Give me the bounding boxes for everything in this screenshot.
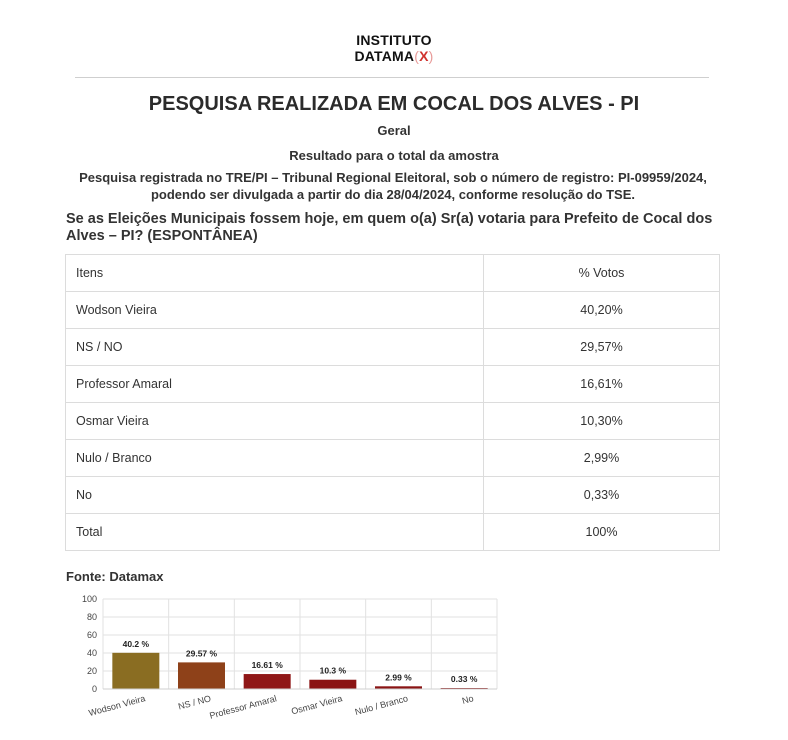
row-item: Wodson Vieira [66, 292, 484, 329]
bar [178, 662, 225, 689]
logo-x: X [419, 48, 429, 64]
header-votos: % Votos [484, 255, 720, 292]
y-tick-label: 40 [86, 648, 97, 658]
logo-paren-close: ) [428, 48, 434, 64]
data-label: 40.2 % [122, 638, 150, 649]
logo-paren-open: ( [414, 48, 420, 64]
table-row [66, 477, 720, 514]
row-item: Nulo / Branco [66, 440, 484, 477]
logo-line-2 [0, 48, 788, 64]
row-item: Professor Amaral [66, 366, 484, 403]
data-label: 10.3 % [319, 665, 347, 676]
page-title: PESQUISA REALIZADA EM COCAL DOS ALVES - PI [148, 93, 640, 115]
row-value: 10,30% [484, 403, 720, 440]
bar [244, 674, 291, 689]
x-tick-label: Professor Amaral [208, 693, 278, 721]
header-divider [75, 77, 709, 78]
data-label: 0.33 % [450, 674, 478, 684]
x-tick-label: Osmar Vieira [290, 693, 344, 717]
header-itens: Itens [66, 255, 484, 292]
y-tick-label: 100 [81, 594, 97, 604]
logo-word: DATAMA [354, 48, 415, 64]
data-label: 2.99 % [385, 672, 412, 683]
row-item: No [66, 477, 484, 514]
logo-line-1: INSTITUTO [356, 32, 432, 48]
registration-text: Pesquisa registrada no TRE/PI – Tribunal Regional Eleitoral, sob o número de registro: PI-09959/2024, podendo ser divulgada a partir do dia 28/04/2024, conforme resolução do TSE. [79, 170, 707, 202]
results-table [65, 254, 720, 551]
row-value: 2,99% [484, 440, 720, 477]
row-value: 40,20% [484, 292, 720, 329]
table-row [66, 440, 720, 477]
table-row [66, 366, 720, 403]
row-value: 16,61% [484, 366, 720, 403]
y-tick-label: 0 [91, 684, 97, 694]
x-tick-label: No [460, 693, 475, 706]
row-value: 0,33% [484, 477, 720, 514]
source-label: Fonte: Datamax [66, 569, 164, 584]
subtitle-amostra: Resultado para o total da amostra [289, 148, 499, 163]
table-row [66, 403, 720, 440]
x-tick-label: NS / NO [177, 693, 213, 712]
data-label: 29.57 % [185, 648, 218, 659]
table-row-total [66, 514, 720, 551]
y-tick-label: 20 [86, 666, 97, 676]
bar-chart [60, 590, 510, 730]
table-header-row [66, 255, 720, 292]
bar [112, 653, 159, 689]
row-item: Total [66, 514, 484, 551]
row-item: NS / NO [66, 329, 484, 366]
x-tick-label: Nulo / Branco [353, 693, 410, 718]
table-row [66, 292, 720, 329]
survey-question: Se as Eleições Municipais fossem hoje, em quem o(a) Sr(a) votaria para Prefeito de Cocal dos Alves – PI? (ESPONTÂNEA) [66, 211, 713, 244]
y-tick-label: 60 [86, 630, 97, 640]
x-tick-label: Wodson Vieira [87, 693, 147, 718]
subtitle-geral: Geral [377, 123, 411, 138]
row-value: 29,57% [484, 329, 720, 366]
row-item: Osmar Vieira [66, 403, 484, 440]
table-row [66, 329, 720, 366]
bar [309, 680, 356, 689]
row-value: 100% [484, 514, 720, 551]
data-label: 16.61 % [251, 660, 283, 671]
y-tick-label: 80 [86, 612, 97, 622]
logo [0, 32, 788, 64]
